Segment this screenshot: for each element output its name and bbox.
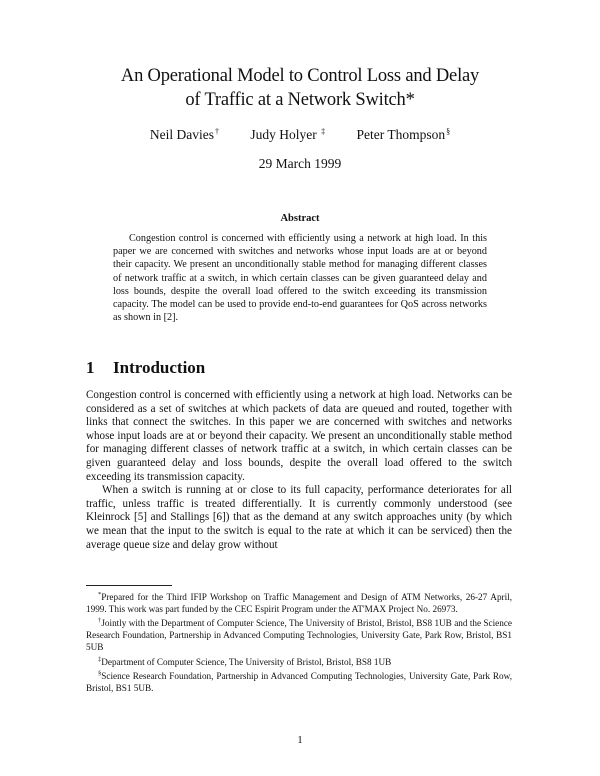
abstract-text: Congestion control is concerned with efficiently using a network at high load. In this paper we are concerned with switches and networks whose input loads are at or beyond their capacity. We present an unconditionally stable method for managing different classes of network traffic at a switch, in which certain classes can be given guaranteed delay and loss bounds, despite the overall load offered to the switch exceeding its transmission capacity. The model can be used to provide end-to-end guarantees for QoS across networks as shown in [2]. <box>113 233 487 324</box>
footnotes <box>86 589 512 695</box>
footnote-text: Department of Computer Science, The University of Bristol, Bristol, BS8 1UB <box>101 656 392 667</box>
footnote-4 <box>86 668 512 694</box>
footnote-3 <box>86 654 512 669</box>
author-name: Neil Davies <box>149 127 214 142</box>
author-3 <box>356 127 450 143</box>
section-number: 1 <box>86 358 95 377</box>
title-line-2: of Traffic at a Network Switch* <box>185 90 415 110</box>
abstract-heading: Abstract <box>280 213 320 224</box>
footnote-mark: † <box>98 617 102 625</box>
footnote-text: Prepared for the Third IFIP Workshop on Traffic Management and Design of ATM Networks, 26-27 April, 1999. This work was part funded by the CEC Espirit Program under the AT'MAX Project No. 26973. <box>86 592 512 614</box>
author-footnote-mark: § <box>446 127 451 136</box>
section-title: Introduction <box>113 358 206 377</box>
author-footnote-mark: ‡ <box>321 127 326 136</box>
author-name: Judy Holyer <box>250 127 317 142</box>
footnote-mark: § <box>98 670 102 678</box>
footnote-1 <box>86 589 512 615</box>
footnote-text: Science Research Foundation, Partnership in Advanced Computing Technologies, University Gate, Park Row, Bristol, BS1 5UB. <box>86 671 512 693</box>
section-body <box>86 389 512 552</box>
author-name: Peter Thompson <box>356 127 446 142</box>
footnote-rule <box>86 585 172 586</box>
author-footnote-mark: † <box>214 127 219 136</box>
paper-title <box>40 64 560 112</box>
author-1 <box>150 127 219 143</box>
author-list <box>0 127 600 143</box>
footnote-mark: ‡ <box>98 655 102 663</box>
footnote-text: Jointly with the Department of Computer Science, The University of Bristol, Bristol, BS8 1UB and the Science Research Foundation, Partnership in Advanced Computing Technologies, University Gate, Park Row, Bristol, BS1 5UB <box>86 618 513 652</box>
body-paragraph-2: When a switch is running at or close to its full capacity, performance deteriorates for all traffic, unless traffic is treated differentially. It is currently commonly understood (see Kleinrock [5] and Stallings [6]) that as the demand at any switch approaches unity (by which we mean that the input to the switch is equal to the rate at which it can be serviced) then the average queue size and delay grow without <box>86 484 512 551</box>
page-number: 1 <box>297 734 303 746</box>
author-2 <box>250 127 325 143</box>
footnote-2 <box>86 615 512 653</box>
title-line-1: An Operational Model to Control Loss and Delay <box>120 66 480 86</box>
body-paragraph-1: Congestion control is concerned with efficiently using a network at high load. Networks can be considered as a set of switches at which packets of data are queued and routed, together with links that connect the switches. In this paper we are concerned with switches and networks whose input loads are at or beyond their capacity. We present an unconditionally stable method for managing different classes of network traffic at a switch, in which certain classes can be given guaranteed delay and loss bounds, despite the overall load offered to the switch exceeding its transmission capacity. <box>86 389 512 483</box>
paper-date: 29 March 1999 <box>258 156 342 171</box>
footnote-mark: * <box>98 591 102 598</box>
section-heading <box>86 358 205 378</box>
